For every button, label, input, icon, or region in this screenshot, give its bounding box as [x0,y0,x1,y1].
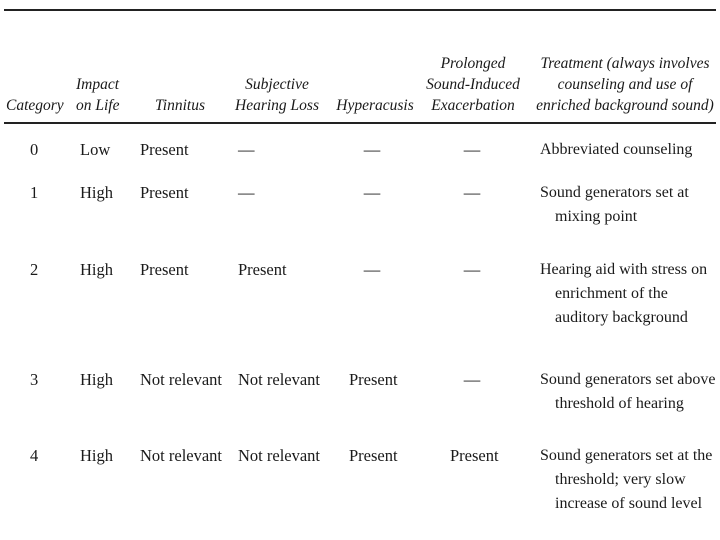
treatment-continuation: threshold; very slow increase of sound level [555,471,703,512]
cell-tinnitus: Not relevant [140,370,223,389]
cell-hearing-loss: Present [238,260,287,279]
table-top-rule [4,9,716,11]
cell-impact: High [80,183,113,202]
cell-tinnitus: Present [140,140,189,159]
header-sound-induced-exacerbation: Prolonged Sound-Induced Exacerbation [426,55,520,114]
cell-exacerbation: — [463,370,481,389]
cell-treatment [540,368,716,416]
cell-category: 3 [30,370,39,389]
treatment-continuation: threshold of hearing [555,395,684,412]
header-hyperacusis: Hyperacusis [336,97,414,114]
cell-exacerbation: — [463,183,481,202]
cell-impact: High [80,446,113,465]
treatment-line: Abbreviated counseling [540,141,693,158]
header-category: Category [6,97,64,114]
cell-category: 0 [30,140,39,159]
cell-category: 1 [30,183,39,202]
cell-treatment [540,444,716,516]
cell-hearing-loss: — [238,183,255,202]
cell-hearing-loss: Not relevant [238,446,321,465]
treatment-line: Sound generators set above [540,371,716,388]
cell-category: 2 [30,260,39,279]
treatment-continuation: enrichment of the auditory background [555,285,688,326]
header-subjective-hearing-loss: Subjective Hearing Loss [235,76,319,114]
cell-hearing-loss: Not relevant [238,370,321,389]
header-tinnitus: Tinnitus [155,97,205,114]
header-rule [4,122,716,124]
cell-treatment [540,258,716,330]
treatment-line: Hearing aid with stress on [540,261,708,278]
treatment-line: Sound generators set at the [540,447,713,464]
cell-impact: Low [80,140,111,159]
cell-exacerbation: Present [450,446,499,465]
cell-hyperacusis: — [363,183,381,202]
cell-hearing-loss: — [238,140,255,159]
cell-hyperacusis: Present [349,370,398,389]
cell-exacerbation: — [463,260,481,279]
cell-tinnitus: Present [140,260,189,279]
cell-impact: High [80,370,113,389]
treatment-line: Sound generators set at [540,184,689,201]
cell-tinnitus: Present [140,183,189,202]
cell-exacerbation: — [463,140,481,159]
cell-impact: High [80,260,113,279]
header-impact-on-life: Impact on Life [76,76,120,114]
cell-hyperacusis: — [363,260,381,279]
header-treatment: Treatment (always involves counseling and use of enriched background sound) [536,55,714,114]
cell-hyperacusis: — [363,140,381,159]
cell-hyperacusis: Present [349,446,398,465]
treatment-continuation: mixing point [555,208,638,225]
cell-category: 4 [30,446,39,465]
cell-treatment [540,181,716,229]
cell-tinnitus: Not relevant [140,446,223,465]
cell-treatment [540,138,716,162]
